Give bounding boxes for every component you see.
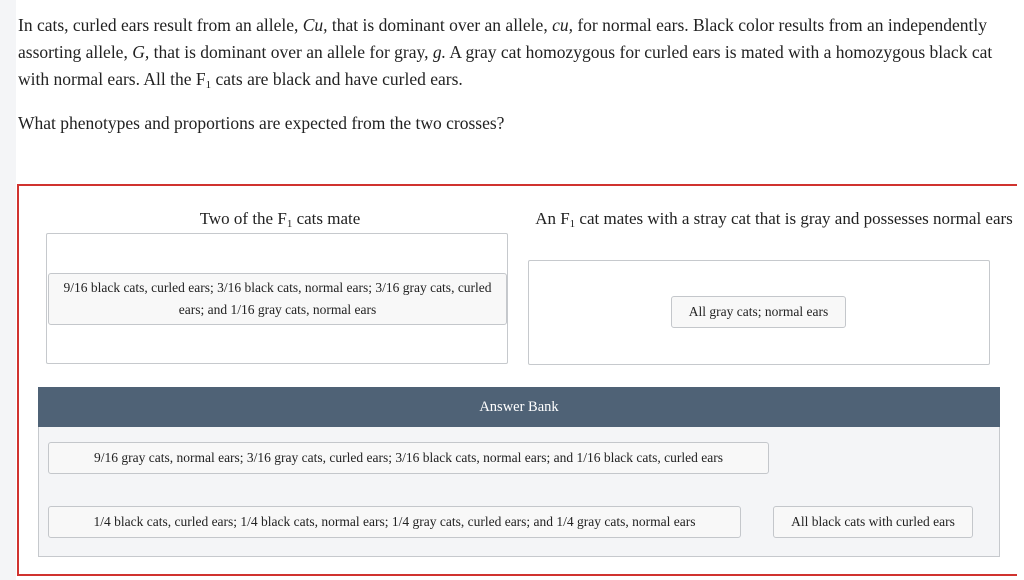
column-title-stray-cross: An $F_1$ cat mates with a stray cat that is gray and possesses normal ears [535,209,1013,230]
column-title-f1-cross: Two of the $F_1$ cats mate [199,209,361,230]
answer-bank-header: Answer Bank [38,387,1000,427]
placed-answer-f1-cross[interactable]: 9/16 black cats, curled ears; 3/16 black cats, normal ears; 3/16 gray cats, curled ears; and 1/16 gray cats, normal ears [48,273,507,325]
answer-bank-item[interactable]: 1/4 black cats, curled ears; 1/4 black cats, normal ears; 1/4 gray cats, curled ears; and 1/4 gray cats, normal ears [48,506,741,538]
answer-bank-item[interactable]: All black cats with curled ears [773,506,973,538]
question-statement: In cats, curled ears result from an allele, Cu, that is dominant over an allele, cu, for normal ears. Black color results from an independently assorting allele, G, that is dominant over an allele for gray, g. A gray cat homozygous for curled ears is mated with a homozygous black cat with normal ears. All the $F_1$ cats are black and have curled ears. [18,15,993,91]
placed-answer-stray-cross[interactable]: All gray cats; normal ears [671,296,846,328]
question-text [18,12,993,137]
answer-bank-item[interactable]: 9/16 gray cats, normal ears; 3/16 gray cats, curled ears; 3/16 black cats, normal ears; and 1/16 black cats, curled ears [48,442,769,474]
question-prompt: What phenotypes and proportions are expected from the two crosses? [18,113,505,133]
